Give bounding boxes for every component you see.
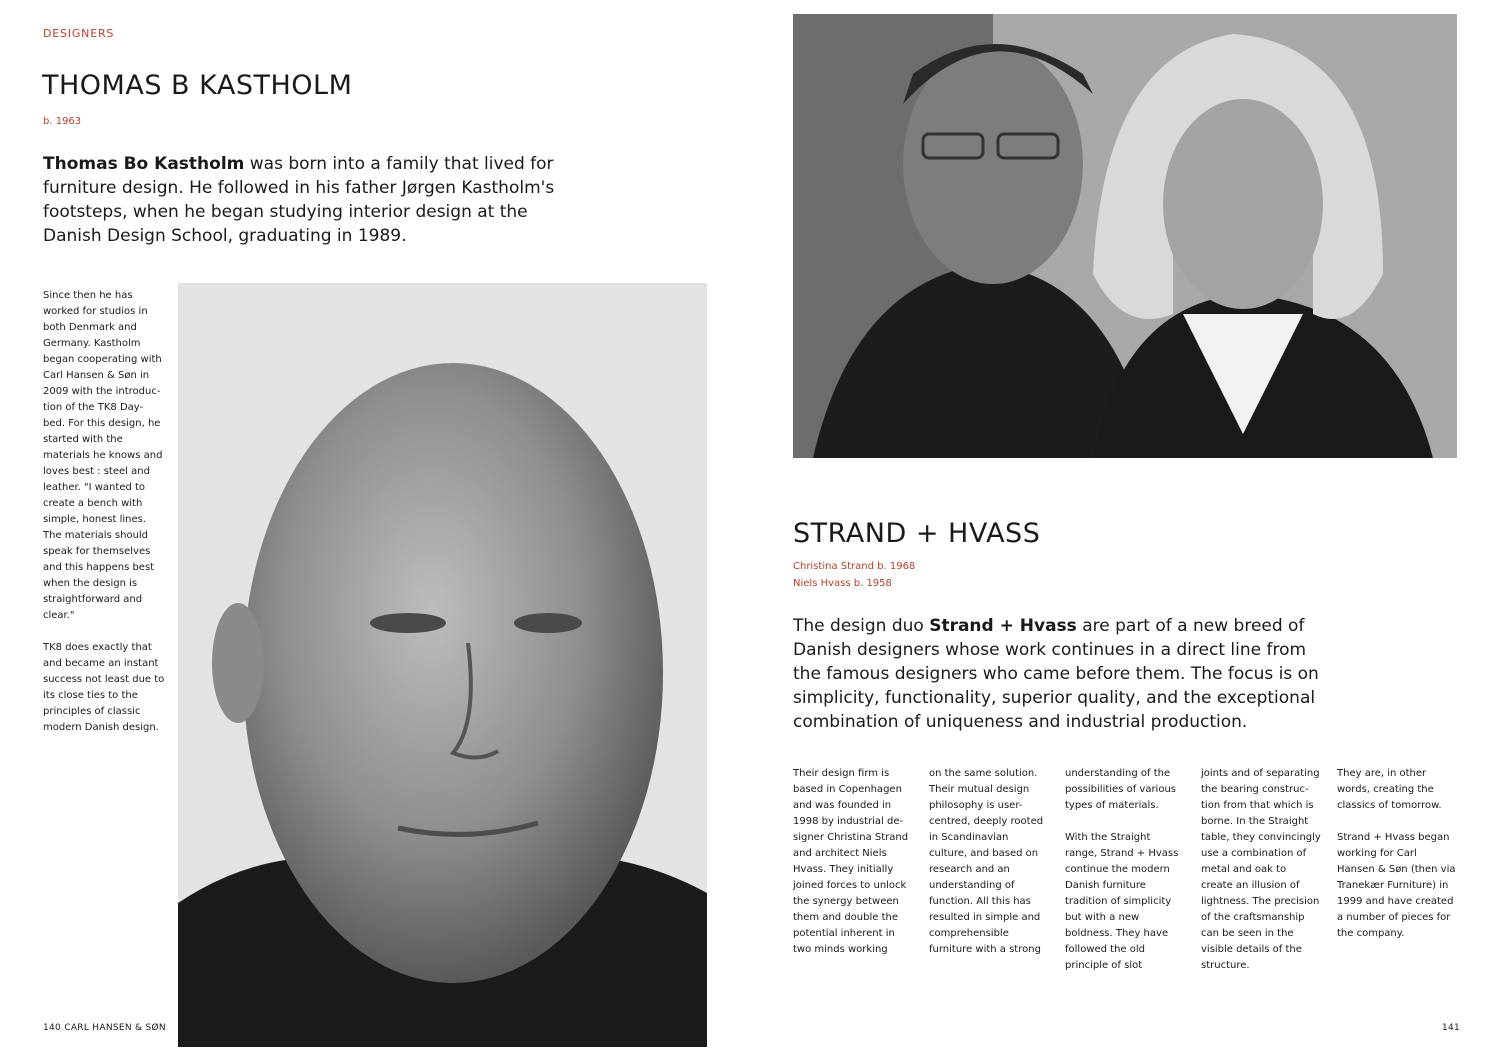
section-label: DESIGNERS xyxy=(43,27,115,40)
body-paragraph: joints and of separating the bearing construc- tion from that which is borne. In the Straight table, they convincingly use a combination of metal and oak to create an illusion of lightness. The precision of the craftsmanship can be seen in the visible details of the structure. xyxy=(1201,768,1321,971)
body-paragraph: understanding of the possibilities of various types of materials. xyxy=(1065,768,1177,811)
body-column-3 xyxy=(1065,766,1185,990)
folio-right: 141 xyxy=(1442,1023,1461,1033)
intro-prefix: The design duo xyxy=(793,616,930,636)
portrait-photo-kastholm xyxy=(178,283,707,1047)
birth-year-strand: Christina Strand b. 1968 xyxy=(793,561,916,572)
intro-strand-hvass xyxy=(793,614,1323,734)
right-page xyxy=(750,0,1500,1061)
side-paragraph-2: TK8 does exactly that and became an instant success not least due to its close ties to the principles of classic modern Danish design. xyxy=(43,642,165,733)
body-column-1 xyxy=(793,766,913,990)
folio-left: 140 CARL HANSEN & SØN xyxy=(43,1023,166,1033)
body-columns xyxy=(793,766,1465,990)
side-column-kastholm xyxy=(43,288,165,752)
body-paragraph: Their design firm is based in Copenhagen and was founded in 1998 by industrial de- signer Christina Strand and architect Niels Hvass. They initially joined forces to unlock the synergy between them and double the potential inherent in two minds working xyxy=(793,768,909,955)
body-paragraph: With the Straight range, Strand + Hvass continue the modern Danish furniture tradition of simplicity but with a new boldness. They have followed the old principle of slot xyxy=(1065,832,1179,971)
designer-title-kastholm: THOMAS B KASTHOLM xyxy=(42,70,353,101)
birth-year-kastholm: b. 1963 xyxy=(43,116,82,127)
designer-title-strand-hvass: STRAND + HVASS xyxy=(793,518,1041,549)
side-paragraph-1: Since then he has worked for studios in both Denmark and Germany. Kastholm began cooperating with Carl Hansen & Søn in 2009 with the introduc- tion of the TK8 Day- bed. For this design, he started with the materials he knows and loves best : steel and leather. "I wanted to create a bench with simple, honest lines. The materials should speak for themselves and this happens best when the design is straightforward and clear." xyxy=(43,290,163,621)
body-paragraph: They are, in other words, creating the classics of tomorrow. xyxy=(1337,768,1442,811)
body-column-2 xyxy=(929,766,1049,990)
intro-kastholm xyxy=(43,152,573,248)
intro-text-kastholm: was born into a family that lived for furniture design. He followed in his father Jørgen Kastholm's footsteps, when he began studying interior design at the Danish Design School, graduating in 1989. xyxy=(43,154,555,246)
intro-text-strand-hvass: are part of a new breed of Danish designers whose work continues in a direct line from the famous designers who came before them. The focus is on simplicity, functionality, superior quality, and the exceptional combination of uniqueness and industrial production. xyxy=(793,616,1319,732)
portrait-photo-strand-hvass xyxy=(793,14,1457,458)
birth-year-hvass: Niels Hvass b. 1958 xyxy=(793,578,892,589)
body-paragraph: on the same solution. Their mutual design philosophy is user- centred, deeply rooted in Scandinavian culture, and based on research and an understanding of function. All this has resulted in simple and comprehensible furniture with a strong xyxy=(929,768,1044,955)
intro-name-strand-hvass: Strand + Hvass xyxy=(929,616,1077,636)
body-column-4 xyxy=(1201,766,1321,990)
body-paragraph: Strand + Hvass began working for Carl Hansen & Søn (then via Tranekær Furniture) in 1999 and have created a number of pieces for the company. xyxy=(1337,832,1456,939)
body-column-5 xyxy=(1337,766,1457,990)
intro-name-kastholm: Thomas Bo Kastholm xyxy=(43,154,245,174)
